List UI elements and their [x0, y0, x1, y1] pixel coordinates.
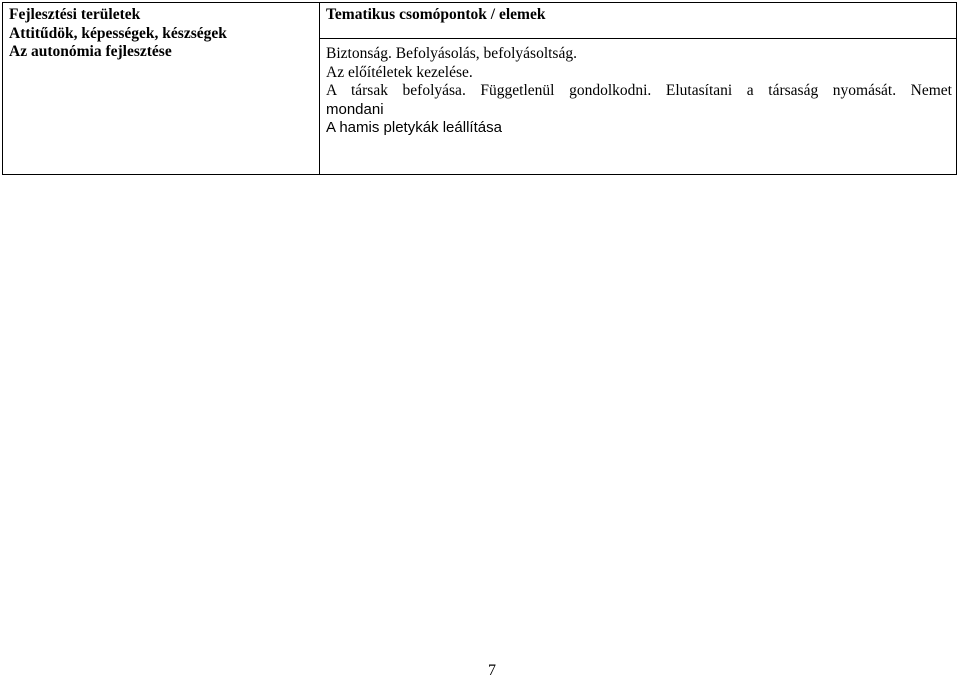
development-areas-column: [3, 3, 320, 174]
thematic-content-cell: [320, 39, 956, 138]
thematic-line-4: mondani: [326, 100, 384, 118]
thematic-line-2: Az előítéletek kezelése.: [326, 63, 473, 81]
thematic-nodes-column: [320, 3, 956, 174]
content-table: [2, 2, 957, 175]
thematic-header: Tematikus csomópontok / elemek: [326, 6, 546, 23]
thematic-line-5: A hamis pletykák leállítása: [326, 119, 502, 136]
left-header-line-2: Attitűdök, képességek, készségek: [9, 24, 227, 42]
thematic-line-1: Biztonság. Befolyásolás, befolyásoltság.: [326, 45, 577, 62]
thematic-line-3: A társak befolyása. Függetlenül gondolkodni. Elutasítani a társaság nyomását. Nemet: [326, 82, 952, 99]
page-number: 7: [488, 662, 496, 679]
left-header-line-1: Fejlesztési területek: [9, 6, 141, 23]
thematic-header-cell: [320, 3, 956, 39]
left-header-line-3: Az autonómia fejlesztése: [9, 43, 172, 60]
